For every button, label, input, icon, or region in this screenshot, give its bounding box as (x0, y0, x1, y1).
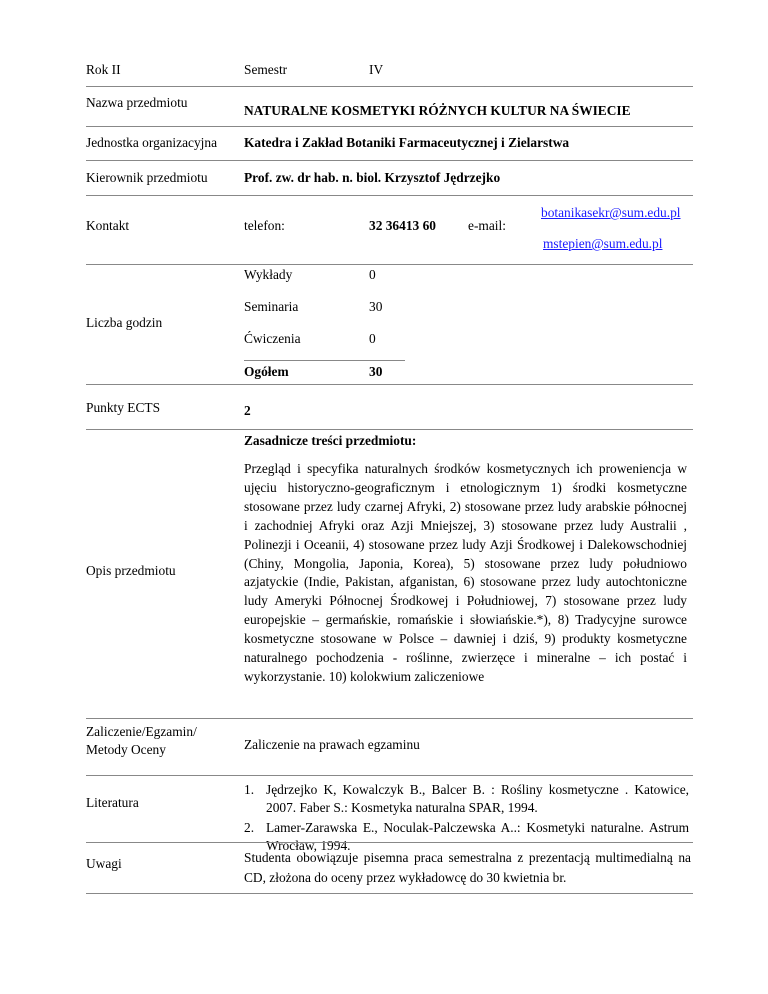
description-text: Przegląd i specyfika naturalnych środków kosmetycznych ich proweniencja w ujęciu historyczno-geograficznym i etnologicznym 1) środki kosmetyczne stosowane przez ludy czarnej Afryki, 2) stosowane przez ludy arabskie północnej i zachodniej Afryki oraz Azji Mniejszej, 3) stosowane przez ludy Australii , Polinezji i Oceanii, 4) stosowane przez ludy Azji Środkowej i Dalekowschodniej (Chiny, Mongolia, Japonia, Korea), 5) stosowane przez ludy południowo azjatyckie (Indie, Pakistan, afganistan, 6) stosowane przez ludy autochtoniczne ludy Ameryki Północnej Środkowej i Południowej, 7) stosowane przez ludy europejskie – germańskie, romańskie i słowiańskie.*), 8) Tradycyjne surowce kosmetyczne stosowane w Polsce – dawniej i dziś, 9) produkty kosmetyczne naturalnego pochodzenia - roślinne, zwierzęce i mineralne – ich postać i wykorzystanie. 10) kolokwium zaliczeniowe (244, 461, 687, 684)
literature-item-text: Lamer-Zarawska E., Noculak-Palczewska A..: Kosmetyki naturalne. Astrum Wrocław, 1994. (266, 820, 689, 853)
hours-label: Liczba godzin (86, 315, 163, 330)
email-link-2[interactable]: mstepien@sum.edu.pl (543, 236, 663, 251)
head-value: Prof. zw. dr hab. n. biol. Krzysztof Jędrzejko (244, 170, 501, 185)
phone-value: 32 36413 60 (369, 218, 436, 233)
assessment-label-line-1: Zaliczenie/Egzamin/ (86, 724, 197, 739)
literature-item-text: Jędrzejko K, Kowalczyk B., Balcer B. : Rośliny kosmetyczne . Katowice, 2007. Faber S.: Kosmetyka naturalna SPAR, 1994. (266, 782, 689, 815)
phone-label: telefon: (244, 218, 285, 233)
divider (86, 842, 693, 843)
unit-label: Jednostka organizacyjna (86, 135, 218, 150)
divider (86, 264, 693, 265)
divider (86, 195, 693, 196)
course-name-label: Nazwa przedmiotu (86, 95, 188, 110)
hours-lectures-value: 0 (369, 267, 376, 282)
divider (86, 429, 693, 430)
hours-seminars-value: 30 (369, 299, 383, 314)
course-name-value: NATURALNE KOSMETYKI RÓŻNYCH KULTUR NA ŚWIECIE (244, 103, 631, 118)
ects-value: 2 (244, 403, 251, 418)
divider (86, 893, 693, 894)
divider (86, 126, 693, 127)
divider (86, 160, 693, 161)
description-heading: Zasadnicze treści przedmiotu: (244, 433, 417, 448)
literature-item-number: 2. (244, 820, 255, 835)
year-label: Rok II (86, 62, 121, 77)
hours-exercises-label: Ćwiczenia (244, 331, 301, 346)
hours-lectures-label: Wykłady (244, 267, 293, 282)
literature-list (244, 781, 689, 857)
literature-label: Literatura (86, 795, 139, 810)
hours-total-value: 30 (369, 364, 383, 379)
email-label: e-mail: (468, 218, 506, 233)
hours-exercises-value: 0 (369, 331, 376, 346)
unit-value: Katedra i Zakład Botaniki Farmaceutycznej i Zielarstwa (244, 135, 570, 150)
assessment-value: Zaliczenie na prawach egzaminu (244, 737, 420, 752)
divider (86, 775, 693, 776)
hours-seminars-label: Seminaria (244, 299, 299, 314)
email-link-1[interactable]: botanikasekr@sum.edu.pl (541, 205, 681, 220)
ects-label: Punkty ECTS (86, 400, 161, 415)
contact-label: Kontakt (86, 218, 130, 233)
notes-label: Uwagi (86, 856, 122, 871)
divider (86, 86, 693, 87)
literature-item (244, 781, 689, 816)
description-label: Opis przedmiotu (86, 563, 176, 578)
divider (86, 384, 693, 385)
literature-item-number: 1. (244, 782, 255, 797)
semester-label: Semestr (244, 62, 288, 77)
assessment-label-line-2: Metody Oceny (86, 742, 166, 757)
divider (86, 718, 693, 719)
notes-value: Studenta obowiązuje pisemna praca semestralna z prezentacją multimedialną na CD, złożona do oceny przez wykładowcę do 30 kwietnia br. (244, 850, 691, 885)
hours-total-label: Ogółem (244, 364, 289, 379)
semester-value: IV (369, 62, 384, 77)
divider (244, 360, 405, 361)
head-label: Kierownik przedmiotu (86, 170, 208, 185)
